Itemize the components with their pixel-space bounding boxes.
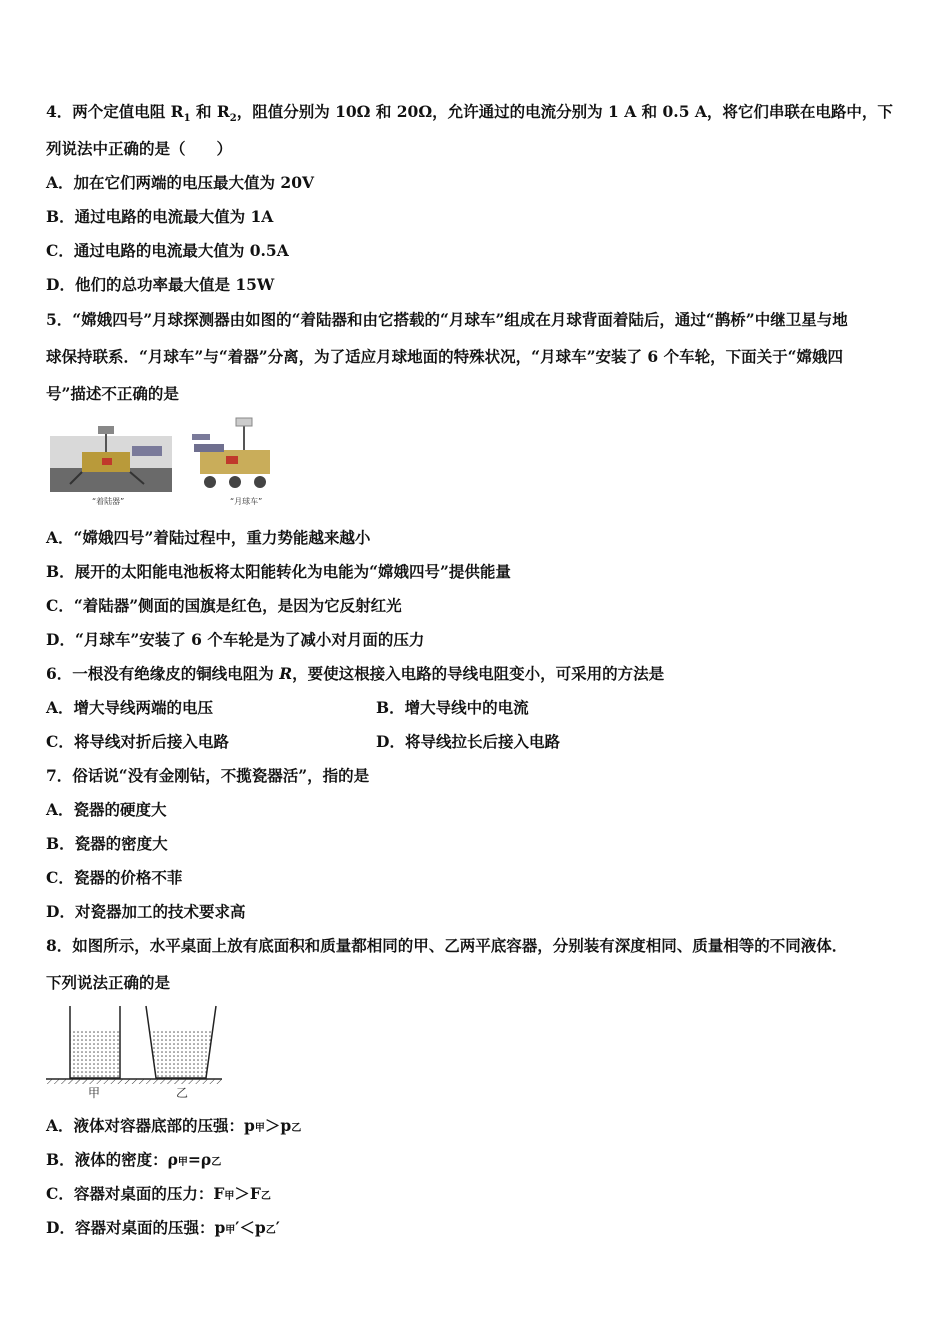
q8-stem-line1: 8．如图所示，水平桌面上放有底面积和质量都相同的甲、乙两平底容器，分别装有深度相同、质量相等的不同液体．	[46, 936, 848, 955]
change4-figure	[48, 416, 280, 512]
rover-wheel	[204, 476, 216, 488]
containers-diagram	[44, 1002, 224, 1100]
q5-stem-line2: 球保持联系．“月球车”与“着器”分离，为了适应月球地面的特殊状况，“月球车”安装了 6 个车轮，下面关于“嫦娥四	[46, 347, 843, 366]
q8-stem-line2: 下列说法正确的是	[46, 973, 171, 992]
rover-flag	[226, 456, 238, 464]
q8-option-b: B．液体的密度：ρ甲=ρ乙	[46, 1150, 222, 1169]
liquid-jia	[70, 1030, 120, 1078]
q5-stem-line1: 5．“嫦娥四号”月球探测器由如图的“着陆器和由它搭载的“月球车”组成在月球背面着陆后，通过“鹊桥”中继卫星与地	[46, 310, 848, 329]
lander-flag	[102, 458, 112, 465]
q6-option-d: D．将导线拉长后接入电路	[376, 732, 560, 751]
label-jia: 甲	[88, 1086, 101, 1100]
q4-stem-line2: 列说法中正确的是（ ）	[46, 139, 233, 158]
q4-stem-line1: 4．两个定值电阻 $R_1$ 和 $R_2$，阻值分别为 10Ω 和 20Ω，允许通过的电流分别为 1 A 和 0.5 A，将它们串联在电路中，下	[46, 102, 893, 125]
label-yi: 乙	[176, 1086, 189, 1100]
q4-option-c: C．通过电路的电流最大值为 0.5A	[46, 241, 289, 260]
caption-rover: “月球车”	[230, 497, 263, 506]
rover-wheel	[254, 476, 266, 488]
q7-option-b: B．瓷器的密度大	[46, 834, 168, 853]
q5-option-d: D．“月球车”安装了 6 个车轮是为了减小对月面的压力	[46, 630, 425, 649]
rover-wheel	[229, 476, 241, 488]
solar-panel	[132, 446, 162, 456]
q8-option-a: A．液体对容器底部的压强：p甲＞p乙	[46, 1116, 302, 1135]
q4-option-d: D．他们的总功率最大值是 15W	[46, 275, 275, 294]
q7-option-a: A．瓷器的硬度大	[46, 800, 167, 819]
caption-lander: “着陆器”	[92, 497, 125, 506]
q4-option-b: B．通过电路的电流最大值为 1A	[46, 207, 274, 226]
q7-option-d: D．对瓷器加工的技术要求高	[46, 902, 246, 921]
q5-option-b: B．展开的太阳能电池板将太阳能转化为电能为“嫦娥四号”提供能量	[46, 562, 511, 581]
liquid-yi	[150, 1030, 212, 1078]
q5-option-c: C．“着陆器”侧面的国旗是红色，是因为它反射红光	[46, 596, 402, 615]
q6-stem: 6．一根没有绝缘皮的铜线电阻为 R，要使这根接入电路的导线电阻变小，可采用的方法是	[46, 664, 665, 683]
q8-option-d: D．容器对桌面的压强：p甲′＜p乙′	[46, 1218, 280, 1237]
q4-option-a: A．加在它们两端的电压最大值为 20V	[46, 173, 315, 192]
q7-stem: 7．俗话说“没有金刚钻，不揽瓷器活”，指的是	[46, 766, 370, 785]
q6-option-a: A．增大导线两端的电压	[46, 698, 214, 717]
q6-option-c: C．将导线对折后接入电路	[46, 732, 229, 751]
containers-figure	[44, 1002, 224, 1100]
q7-option-c: C．瓷器的价格不菲	[46, 868, 183, 887]
q8-option-c: C．容器对桌面的压力：F甲＞F乙	[46, 1184, 271, 1203]
q6-option-b: B．增大导线中的电流	[376, 698, 529, 717]
q5-stem-line3: 号”描述不正确的是	[46, 384, 179, 403]
q5-option-a: A．“嫦娥四号”着陆过程中，重力势能越来越小	[46, 528, 371, 547]
